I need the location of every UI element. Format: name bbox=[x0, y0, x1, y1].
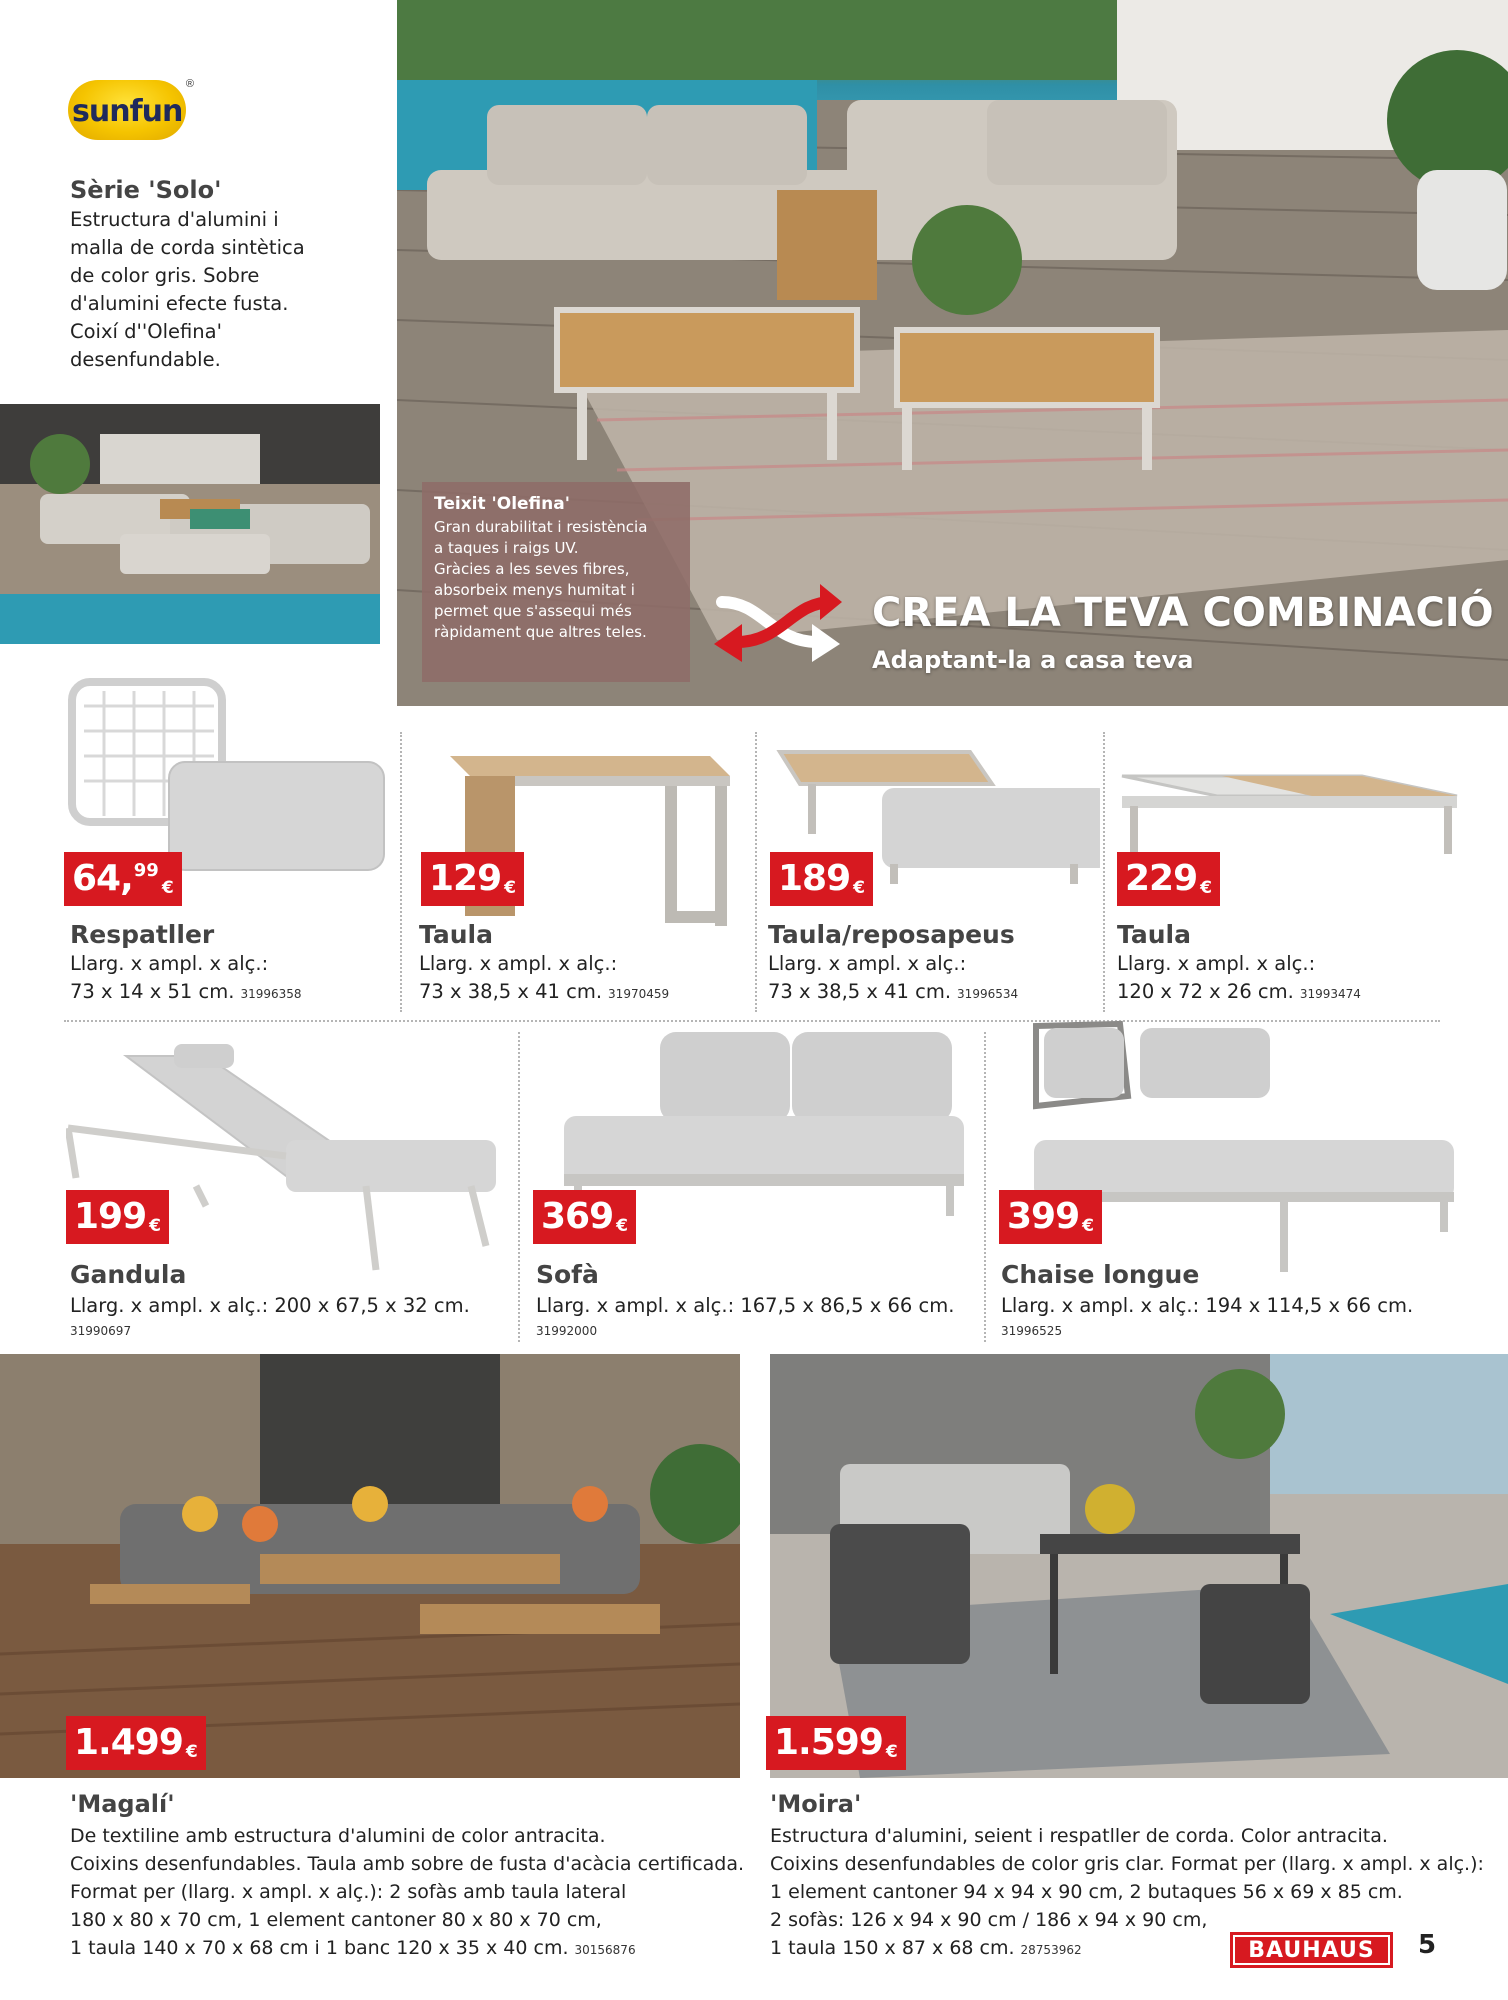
product-ref: 31992000 bbox=[536, 1324, 598, 1338]
product-dimensions bbox=[1117, 950, 1457, 1008]
olefina-title: Teixit 'Olefina' bbox=[434, 494, 570, 514]
coffee-table-image bbox=[1112, 766, 1462, 866]
set-ref: 30156876 bbox=[574, 1943, 636, 1957]
price-value: 369 bbox=[541, 1196, 614, 1237]
product-name: Sofà bbox=[536, 1260, 599, 1289]
logo-registered-mark: ® bbox=[185, 78, 194, 90]
intro-line: desenfundable. bbox=[70, 348, 221, 371]
set-line: 1 taula 150 x 87 x 68 cm. bbox=[770, 1937, 1015, 1959]
price-tag bbox=[1117, 852, 1220, 906]
product-ref: 31996358 bbox=[240, 987, 302, 1001]
olefina-line: ràpidament que altres teles. bbox=[434, 623, 647, 641]
currency-symbol: € bbox=[504, 878, 516, 898]
price-tag bbox=[66, 1190, 169, 1244]
product-ref: 31993474 bbox=[1299, 987, 1361, 1001]
dimension-label: Llarg. x ampl. x alç.: bbox=[1117, 952, 1316, 975]
dimension-row bbox=[419, 978, 749, 1008]
column-divider bbox=[755, 732, 757, 1012]
price-tag bbox=[766, 1716, 906, 1770]
olefina-line: Gràcies a les seves fibres, bbox=[434, 560, 630, 578]
price-tag bbox=[999, 1190, 1102, 1244]
swap-arrows-icon bbox=[712, 572, 842, 672]
price-tag bbox=[64, 852, 182, 906]
set-description bbox=[70, 1822, 750, 1964]
page-number: 5 bbox=[1418, 1930, 1437, 1960]
dimension-row bbox=[70, 978, 390, 1008]
set-line: De textiline amb estructura d'alumini de color antracita. bbox=[70, 1825, 606, 1847]
set-ref: 28753962 bbox=[1020, 1943, 1082, 1957]
logo-text: sunfun bbox=[72, 94, 183, 129]
dimension-row bbox=[1117, 978, 1457, 1008]
set-title: 'Moira' bbox=[770, 1790, 862, 1818]
price-value: 64, bbox=[72, 858, 133, 899]
price-value: 229 bbox=[1125, 858, 1198, 899]
product-name: Gandula bbox=[70, 1260, 187, 1289]
intro-line: Coixí d''Olefina' bbox=[70, 320, 222, 343]
moira-scene-illustration bbox=[770, 1354, 1508, 1778]
product-dimensions bbox=[70, 950, 390, 1008]
olefina-line: permet que s'assequi més bbox=[434, 602, 632, 620]
product-ref: 31990697 bbox=[70, 1324, 132, 1338]
combo-headline: CREA LA TEVA COMBINACIÓ bbox=[872, 590, 1494, 636]
set-line: 180 x 80 x 70 cm, 1 element cantoner 80 x 80 x 70 cm, bbox=[70, 1909, 602, 1931]
price-cents: 99 bbox=[133, 860, 159, 881]
product-ref: 31996534 bbox=[957, 987, 1019, 1001]
set-line: Coixins desenfundables. Taula amb sobre de fusta d'acàcia certificada. bbox=[70, 1853, 745, 1875]
side-table-image bbox=[440, 736, 740, 936]
dimension-value: 73 x 38,5 x 41 cm. bbox=[419, 980, 603, 1003]
currency-symbol: € bbox=[1200, 878, 1212, 898]
dimension-row bbox=[768, 978, 1098, 1008]
price-value: 189 bbox=[778, 858, 851, 899]
price-value: 199 bbox=[74, 1196, 147, 1237]
product-dimensions: Llarg. x ampl. x alç.: 167,5 x 86,5 x 66 cm. bbox=[536, 1294, 955, 1317]
currency-symbol: € bbox=[149, 1216, 161, 1236]
magali-scene-illustration bbox=[0, 1354, 740, 1778]
price-value: 1.599 bbox=[774, 1722, 883, 1763]
solo-scene-illustration bbox=[0, 404, 380, 644]
currency-symbol: € bbox=[1082, 1216, 1094, 1236]
product-ref: 31970459 bbox=[608, 987, 670, 1001]
dimension-value: 73 x 38,5 x 41 cm. bbox=[768, 980, 952, 1003]
column-divider bbox=[400, 732, 402, 1012]
price-value: 129 bbox=[429, 858, 502, 899]
bauhaus-logo bbox=[1230, 1932, 1393, 1968]
currency-symbol: € bbox=[185, 1742, 198, 1762]
product-ref: 31996525 bbox=[1001, 1324, 1063, 1338]
intro-line: de color gris. Sobre bbox=[70, 264, 260, 287]
product-name: Taula bbox=[1117, 920, 1191, 949]
dimension-label: Llarg. x ampl. x alç.: bbox=[70, 952, 269, 975]
price-tag bbox=[421, 852, 524, 906]
product-dimensions bbox=[768, 950, 1098, 1008]
solo-series-photo bbox=[0, 404, 380, 644]
currency-symbol: € bbox=[885, 1742, 898, 1762]
column-divider bbox=[1103, 732, 1105, 1012]
price-value: 399 bbox=[1007, 1196, 1080, 1237]
olefina-line: absorbeix menys humitat i bbox=[434, 581, 635, 599]
column-divider bbox=[984, 1032, 986, 1342]
dimension-label: Llarg. x ampl. x alç.: bbox=[419, 952, 618, 975]
set-line: 2 sofàs: 126 x 94 x 90 cm / 186 x 94 x 90 cm, bbox=[770, 1909, 1208, 1931]
olefina-info-box bbox=[422, 482, 690, 682]
set-title: 'Magalí' bbox=[70, 1790, 175, 1818]
intro-title: Sèrie 'Solo' bbox=[70, 176, 222, 204]
price-tag bbox=[770, 852, 873, 906]
set-line: 1 element cantoner 94 x 94 x 90 cm, 2 butaques 56 x 69 x 85 cm. bbox=[770, 1881, 1403, 1903]
price-tag bbox=[66, 1716, 206, 1770]
backrest-cushion-image bbox=[64, 676, 394, 876]
product-dimensions bbox=[419, 950, 749, 1008]
intro-line: Estructura d'alumini i bbox=[70, 208, 279, 231]
set-line-with-ref bbox=[70, 1934, 750, 1964]
olefina-line: Gran durabilitat i resistència bbox=[434, 518, 648, 536]
magali-set-photo bbox=[0, 1354, 740, 1778]
moira-set-photo bbox=[770, 1354, 1508, 1778]
product-name: Respatller bbox=[70, 920, 215, 949]
currency-symbol: € bbox=[853, 878, 865, 898]
intro-description bbox=[70, 206, 370, 374]
set-line: Format per (llarg. x ampl. x alç.): 2 sofàs amb taula lateral bbox=[70, 1881, 627, 1903]
price-value: 1.499 bbox=[74, 1722, 183, 1763]
combo-subheadline: Adaptant-la a casa teva bbox=[872, 646, 1194, 674]
intro-line: d'alumini efecte fusta. bbox=[70, 292, 289, 315]
price-tag bbox=[533, 1190, 636, 1244]
currency-symbol: € bbox=[161, 878, 174, 898]
set-line: 1 taula 140 x 70 x 68 cm i 1 banc 120 x 35 x 40 cm. bbox=[70, 1937, 569, 1959]
dimension-label: Llarg. x ampl. x alç.: bbox=[768, 952, 967, 975]
dimension-value: 120 x 72 x 26 cm. bbox=[1117, 980, 1294, 1003]
product-name: Taula/reposapeus bbox=[768, 920, 1015, 949]
intro-line: malla de corda sintètica bbox=[70, 236, 305, 259]
column-divider bbox=[518, 1032, 520, 1342]
set-line: Estructura d'alumini, seient i respatller de corda. Color antracita. bbox=[770, 1825, 1388, 1847]
product-dimensions: Llarg. x ampl. x alç.: 194 x 114,5 x 66 cm. bbox=[1001, 1294, 1414, 1317]
dimension-value: 73 x 14 x 51 cm. bbox=[70, 980, 235, 1003]
set-line: Coixins desenfundables de color gris clar. Format per (llarg. x ampl. x alç.): bbox=[770, 1853, 1484, 1875]
sunfun-logo bbox=[68, 78, 194, 140]
currency-symbol: € bbox=[616, 1216, 628, 1236]
olefina-line: a taques i raigs UV. bbox=[434, 539, 579, 557]
product-name: Taula bbox=[419, 920, 493, 949]
product-name: Chaise longue bbox=[1001, 1260, 1200, 1289]
product-dimensions: Llarg. x ampl. x alç.: 200 x 67,5 x 32 cm. bbox=[70, 1294, 470, 1317]
bauhaus-logo-text: BAUHAUS bbox=[1233, 1935, 1390, 1965]
